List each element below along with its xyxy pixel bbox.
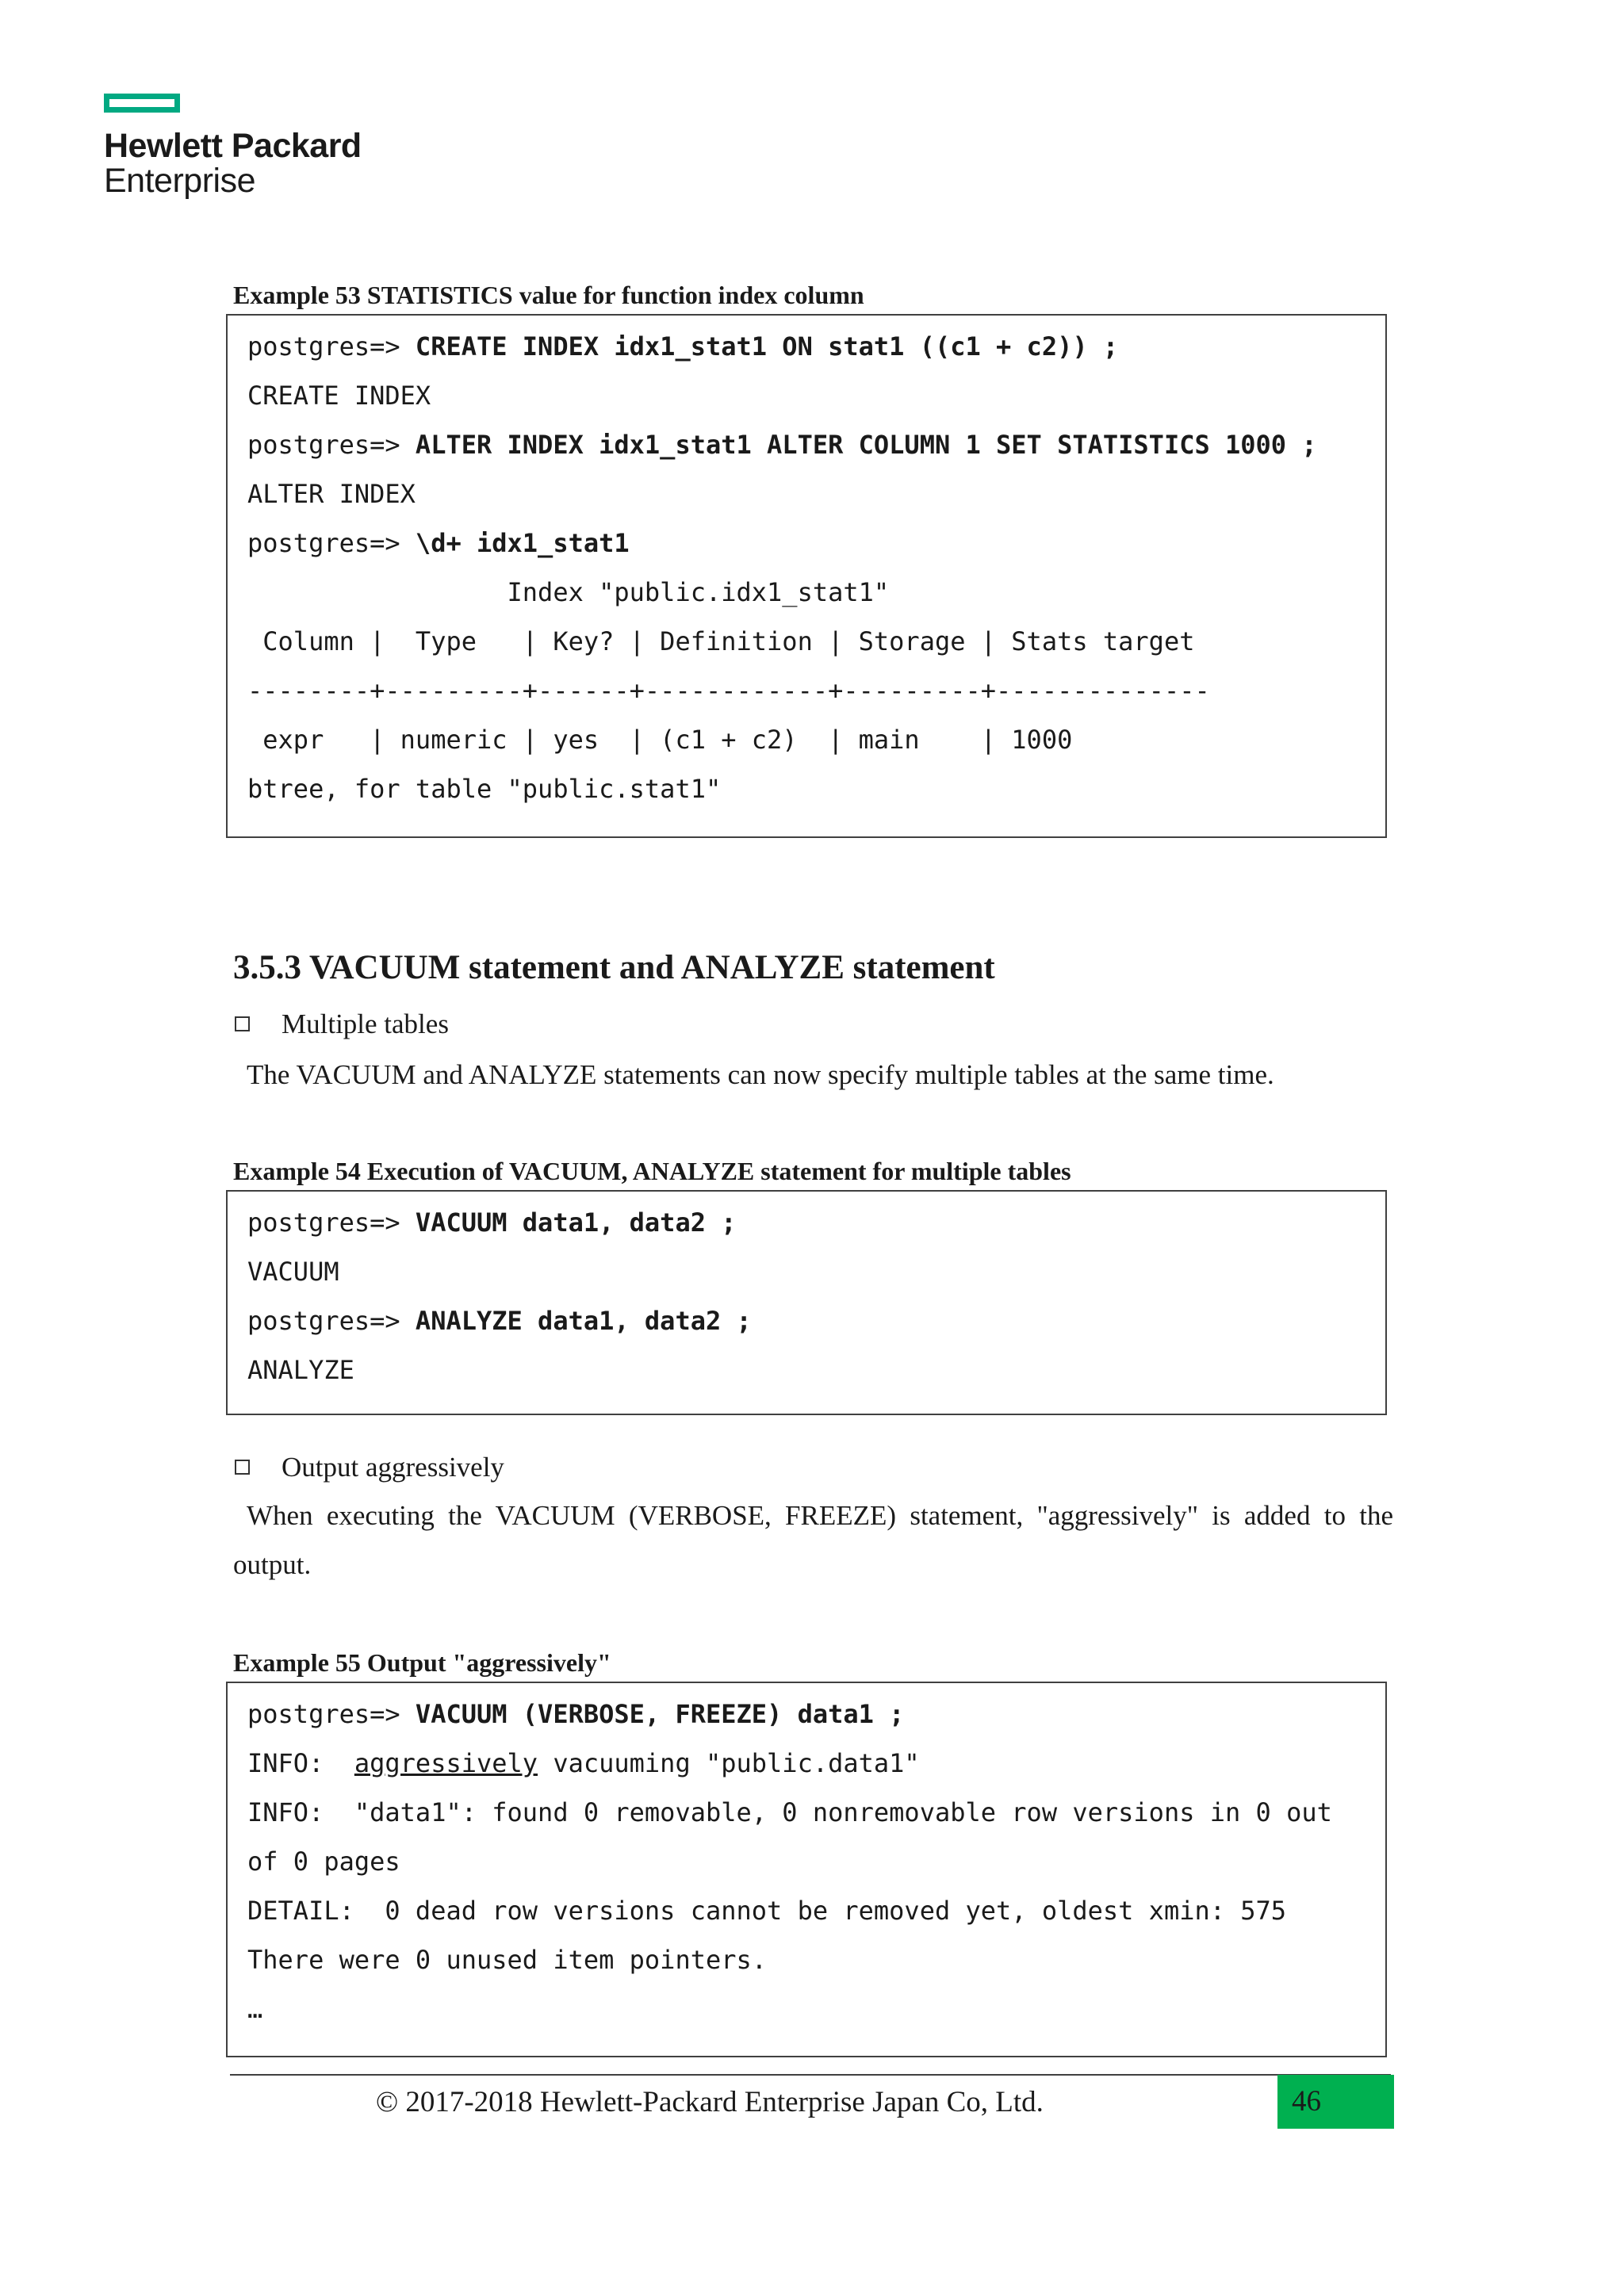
example-53-code-box xyxy=(226,314,1387,838)
code-text: postgres=> xyxy=(247,430,416,460)
code-text: aggressively xyxy=(354,1748,538,1778)
code-text: VACUUM (VERBOSE, FREEZE) data1 ; xyxy=(415,1699,905,1729)
bullet-output-aggressively xyxy=(235,1452,504,1483)
code-text: … xyxy=(247,1994,263,2024)
code-line xyxy=(247,1198,1385,1247)
code-line xyxy=(247,568,1385,617)
paragraph-aggressively-line2: output. xyxy=(233,1549,312,1580)
footer-divider xyxy=(230,2074,1391,2076)
code-line xyxy=(247,1296,1385,1345)
bullet-label: Output aggressively xyxy=(282,1452,504,1483)
code-text: postgres=> xyxy=(247,528,416,558)
code-text: \d+ idx1_stat1 xyxy=(415,528,630,558)
code-text: btree, for table "public.stat1" xyxy=(247,774,722,804)
example-54-caption: Example 54 Execution of VACUUM, ANALYZE statement for multiple tables xyxy=(233,1157,1071,1185)
code-text: DETAIL: 0 dead row versions cannot be removed yet, oldest xmin: 575 xyxy=(247,1896,1287,1926)
code-text: postgres=> xyxy=(247,1306,416,1336)
code-line xyxy=(247,1739,1385,1788)
page-number-box xyxy=(1277,2075,1394,2129)
code-text: Index "public.idx1_stat1" xyxy=(247,577,890,607)
code-line xyxy=(247,764,1385,813)
example-53-caption: Example 53 STATISTICS value for function index column xyxy=(233,281,864,309)
code-text: INFO: xyxy=(247,1748,354,1778)
code-text: postgres=> xyxy=(247,1699,416,1729)
paragraph-aggressively-line1: When executing the VACUUM (VERBOSE, FREEZE) statement, "aggressively" is added to the xyxy=(247,1500,1393,1531)
paragraph-multiple-tables: The VACUUM and ANALYZE statements can now specify multiple tables at the same time. xyxy=(247,1059,1274,1090)
code-line xyxy=(247,420,1385,469)
section-heading: 3.5.3 VACUUM statement and ANALYZE statement xyxy=(233,949,995,986)
code-text: ALTER INDEX xyxy=(247,479,416,509)
code-line xyxy=(247,322,1385,371)
example-54-code-box xyxy=(226,1190,1387,1415)
code-text: ANALYZE xyxy=(247,1355,354,1385)
code-line xyxy=(247,1837,1385,1886)
code-text: expr | numeric | yes | (c1 + c2) | main | 1000 xyxy=(247,725,1073,755)
code-line xyxy=(247,1788,1385,1837)
code-text: ALTER INDEX idx1_stat1 ALTER COLUMN 1 SET STATISTICS 1000 ; xyxy=(415,430,1317,460)
code-line xyxy=(247,469,1385,519)
code-line xyxy=(247,617,1385,666)
code-text: Column | Type | Key? | Definition | Storage | Stats target xyxy=(247,626,1195,656)
page-number: 46 xyxy=(1292,2085,1321,2118)
example-55-code-box xyxy=(226,1682,1387,2057)
code-text: --------+---------+------+------------+---------+-------------- xyxy=(247,675,1210,706)
example-55-caption: Example 55 Output "aggressively" xyxy=(233,1648,611,1677)
bullet-multiple-tables xyxy=(235,1008,449,1040)
code-text: CREATE INDEX idx1_stat1 ON stat1 ((c1 + c2)) ; xyxy=(415,331,1119,362)
code-line xyxy=(247,715,1385,764)
logo-text-line1: Hewlett Packard xyxy=(104,127,362,165)
footer-copyright: © 2017-2018 Hewlett-Packard Enterprise Japan Co, Ltd. xyxy=(376,2086,1044,2118)
code-text: VACUUM data1, data2 ; xyxy=(415,1207,737,1238)
code-line xyxy=(247,1247,1385,1296)
code-text: vacuuming "public.data1" xyxy=(538,1748,920,1778)
code-text: INFO: "data1": found 0 removable, 0 nonremovable row versions in 0 out xyxy=(247,1797,1332,1827)
code-line xyxy=(247,1935,1385,1984)
code-text: of 0 pages xyxy=(247,1846,400,1877)
code-line xyxy=(247,1984,1385,2034)
hpe-logo xyxy=(104,94,362,198)
code-line xyxy=(247,1345,1385,1395)
logo-text-line2: Enterprise xyxy=(104,162,255,200)
code-text: CREATE INDEX xyxy=(247,381,431,411)
code-line xyxy=(247,666,1385,715)
code-text: postgres=> xyxy=(247,1207,416,1238)
code-text: VACUUM xyxy=(247,1257,339,1287)
code-text: There were 0 unused item pointers. xyxy=(247,1945,768,1975)
code-line xyxy=(247,519,1385,568)
code-line xyxy=(247,1886,1385,1935)
bullet-label: Multiple tables xyxy=(282,1008,449,1039)
checkbox-square-icon xyxy=(235,1460,250,1475)
code-line xyxy=(247,371,1385,420)
code-text: ANALYZE data1, data2 ; xyxy=(415,1306,752,1336)
code-line xyxy=(247,1689,1385,1739)
checkbox-square-icon xyxy=(235,1016,250,1031)
logo-rectangle-icon xyxy=(104,94,180,113)
code-text: postgres=> xyxy=(247,331,416,362)
